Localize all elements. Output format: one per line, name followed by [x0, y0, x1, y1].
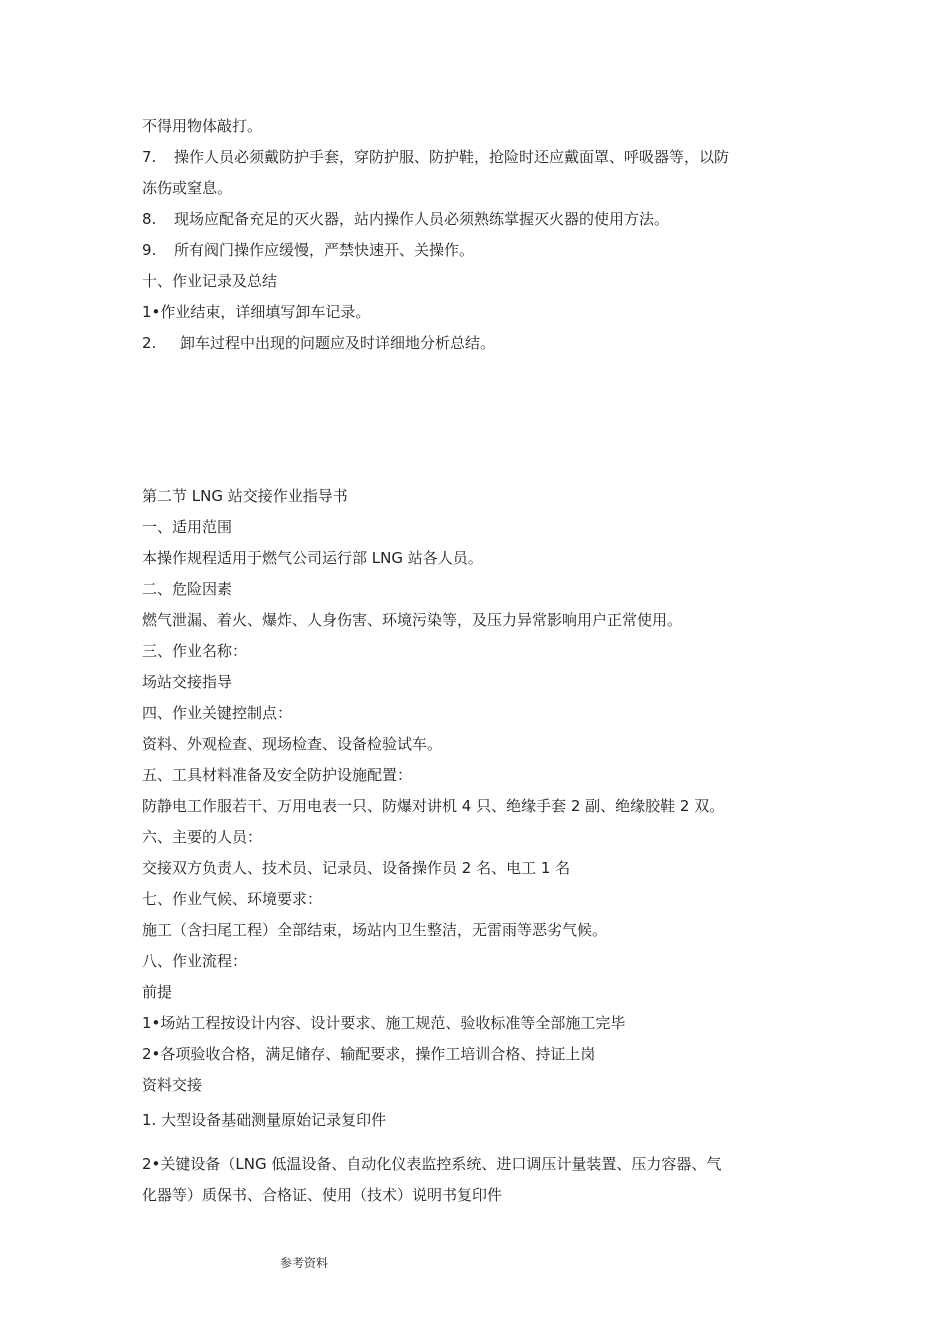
list-text: 卸车过程中出现的问题应及时详细地分析总结。	[180, 334, 496, 352]
section-heading: 二、危险因素	[142, 580, 233, 598]
section-heading: 三、作业名称：	[142, 642, 248, 660]
section-heading: 一、适用范围	[142, 518, 233, 536]
section-heading: 八、作业流程：	[142, 952, 248, 970]
sub-heading: 资料交接	[142, 1076, 203, 1094]
list-item: 2•各项验收合格，满足储存、输配要求，操作工培训合格、持证上岗	[142, 1045, 596, 1063]
list-item-9	[142, 240, 474, 260]
list-item-8	[142, 209, 669, 229]
list-text: 现场应配备充足的灭火器，站内操作人员必须熟练掌握灭火器的使用方法。	[174, 210, 670, 228]
text-line: 燃气泄漏、着火、爆炸、人身伤害、环境污染等，及压力异常影响用户正常使用。	[142, 611, 683, 629]
list-number: 9.	[142, 241, 157, 259]
list-item: 1. 大型设备基础测量原始记录复印件	[142, 1111, 387, 1129]
section-title: 第二节 LNG 站交接作业指导书	[142, 487, 348, 505]
section-heading: 五、工具材料准备及安全防护设施配置：	[142, 766, 413, 784]
text-line: 化器等）质保书、合格证、使用（技术）说明书复印件	[142, 1186, 503, 1204]
list-number: 8.	[142, 210, 157, 228]
list-text: 操作人员必须戴防护手套，穿防护服、防护鞋，抢险时还应戴面罩、呼吸器等，以防	[174, 148, 730, 166]
page-footer: 参考资料	[280, 1256, 329, 1270]
list-text: 所有阀门操作应缓慢，严禁快速开、关操作。	[174, 241, 475, 259]
list-number: 2.	[142, 334, 157, 352]
section-heading: 十、作业记录及总结	[142, 272, 278, 290]
text-line: 冻伤或窒息。	[142, 179, 233, 197]
section-heading: 六、主要的人员：	[142, 828, 263, 846]
list-item-7	[142, 147, 729, 167]
list-item: 2•关键设备（LNG 低温设备、自动化仪表监控系统、进口调压计量装置、压力容器、气	[142, 1155, 722, 1173]
text-line: 防静电工作服若干、万用电表一只、防爆对讲机 4 只、绝缘手套 2 副、绝缘胶鞋 2 双。	[142, 797, 725, 815]
text-line: 交接双方负责人、技术员、记录员、设备操作员 2 名、电工 1 名	[142, 859, 571, 877]
text-line: 场站交接指导	[142, 673, 233, 691]
sub-heading: 前提	[142, 983, 173, 1001]
text-line: 施工（含扫尾工程）全部结束，场站内卫生整洁，无雷雨等恶劣气候。	[142, 921, 608, 939]
list-item: 1•场站工程按设计内容、设计要求、施工规范、验收标准等全部施工完毕	[142, 1014, 626, 1032]
section-heading: 四、作业关键控制点：	[142, 704, 293, 722]
text-line: 资料、外观检查、现场检查、设备检验试车。	[142, 735, 443, 753]
text-line: 本操作规程适用于燃气公司运行部 LNG 站各人员。	[142, 549, 483, 567]
text-line: 不得用物体敲打。	[142, 117, 263, 135]
section-heading: 七、作业气候、环境要求：	[142, 890, 323, 908]
list-item	[142, 333, 495, 353]
list-number: 7.	[142, 148, 157, 166]
list-item: 1•作业结束，详细填写卸车记录。	[142, 303, 371, 321]
